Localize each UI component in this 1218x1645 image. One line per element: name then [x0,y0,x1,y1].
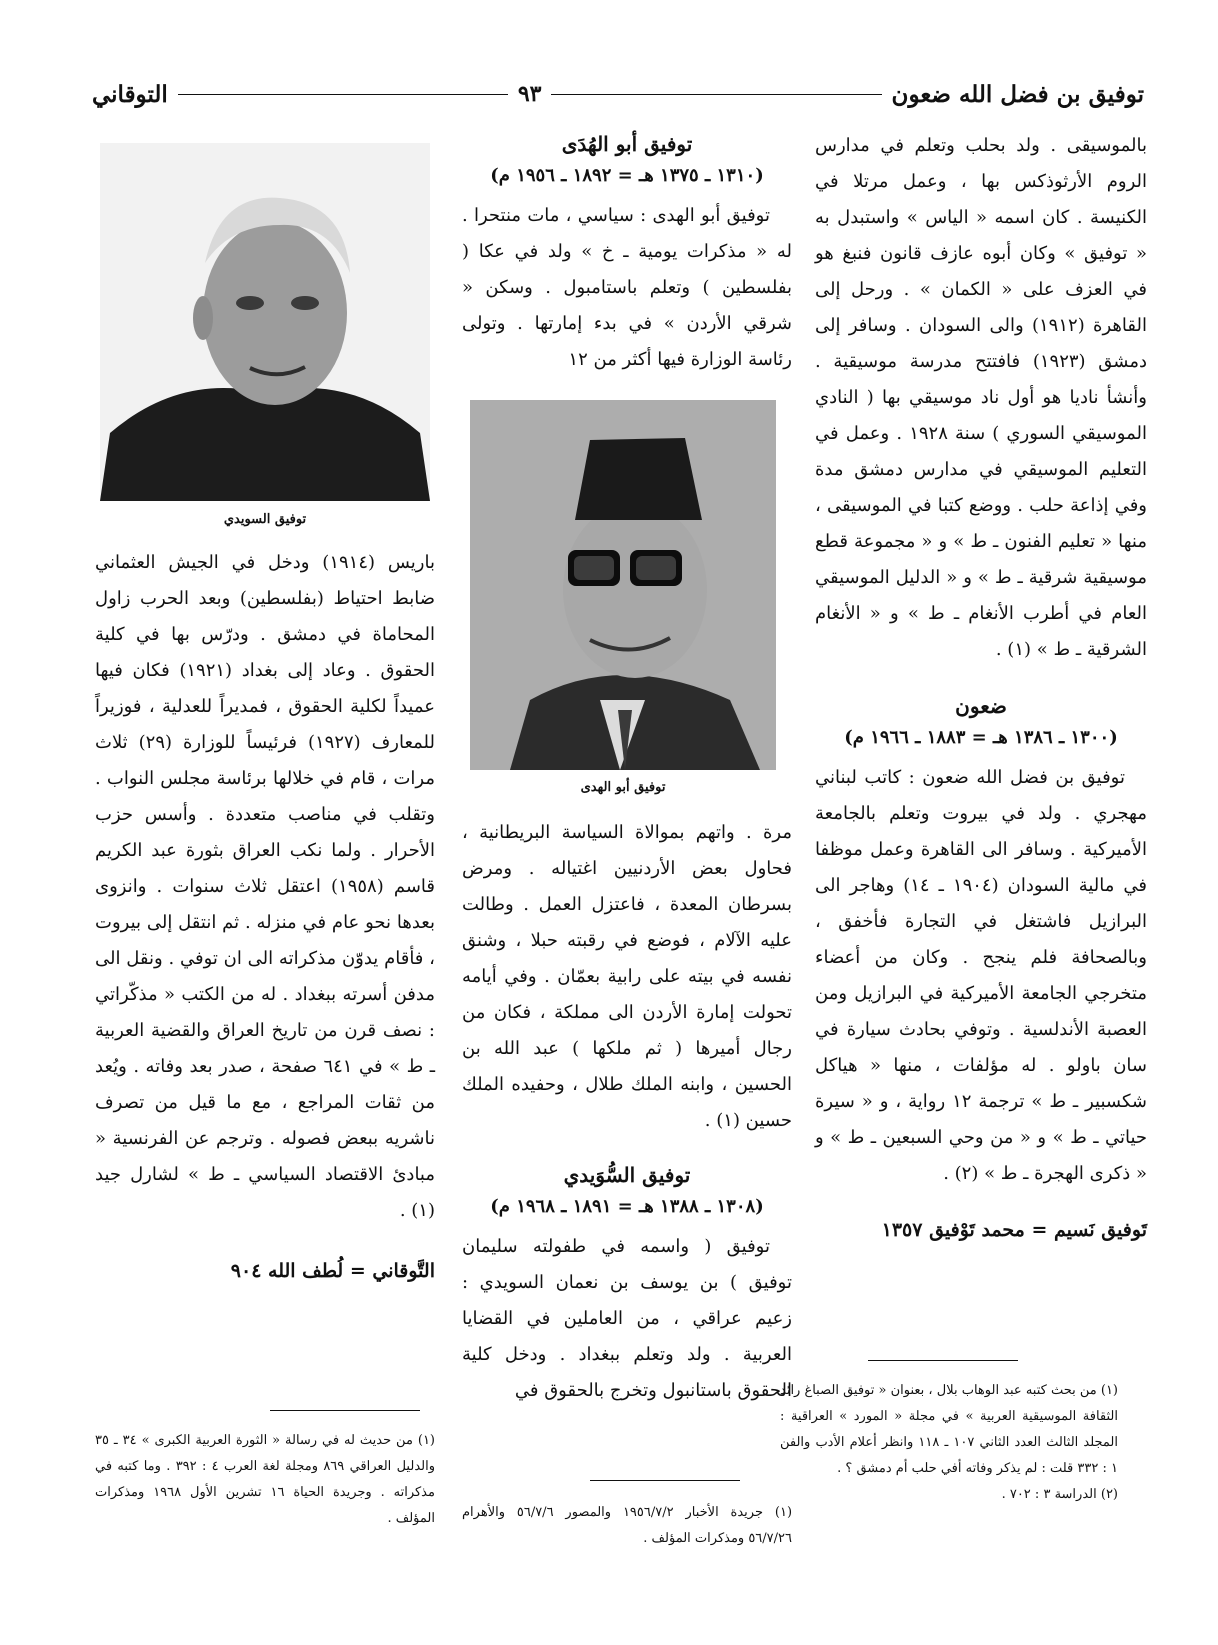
footnote-right-2: (٢) الدراسة ٣ : ٧٠٢ . [1001,1487,1118,1502]
middle-column-lower [462,815,792,1409]
photo-suwaidi [100,143,430,501]
footnote-left-1: (١) من حديث له في رسالة « الثورة العربية الكبرى » ٣٤ ـ ٣٥ والدليل العراقي ٨٦٩ ومجلة لغة العرب ٤ : ٣٩٢ . وما كتبه في مذكراته . وجريدة الحياة ١٦ تشرين الأول ١٩٦٨ ومذكرات المؤلف . [95,1433,435,1526]
caption-abulhuda: توفيق أبو الهدى [580,780,666,795]
continuation-text: بالموسيقى . ولد بحلب وتعلم في مدارس الروم الأرثوذكس بها ، وعمل مرتلا في الكنيسة . كان اسمه « الياس » واستبدل به « توفيق » وكان أبوه عازف قانون فنبغ هو في العزف على « الكمان » . ورحل إلى القاهرة (١٩١٢) والى السودان . وسافر إلى دمشق (١٩٢٣) فافتتح مدرسة موسيقية . وأنشأ ناديا هو أول ناد موسيقي بها ( النادي الموسيقي السوري ) سنة ١٩٢٨ . وعمل في التعليم الموسيقي في مدارس دمشق مدة وفي إذاعة حلب . ووضع كتبا في الموسيقى ، منها « تعليم الفنون ـ ط » و « مجموعة قطع موسيقية شرقية ـ ط » و « الدليل الموسيقي العام في أطرب الأنغام ـ ط » و « الأنغام الشرقية ـ ط » (١) . [815,135,1147,660]
footnote-rule-left [270,1410,420,1411]
entry-dates-suwaidi: (١٣٠٨ ـ ١٣٨٨ هـ = ١٨٩١ ـ ١٩٦٨ م) [490,1196,764,1217]
header-entry-name: توفيق بن فضل الله ضعون [891,80,1144,108]
footnote-rule-right [868,1360,1018,1361]
entry-text-daoun: توفيق بن فضل الله ضعون : كاتب لبناني مهجري . ولد في بيروت وتعلم بالجامعة الأميركية . وسافر الى القاهرة وعمل موظفا في مالية السودان (١٩٠٤ ـ ١٤) وهاجر الى البرازيل فاشتغل في التجارة فأخفق ، وبالصحافة فلم ينجح . وكان من أعضاء متخرجي الجامعة الأميركية في البرازيل ومن العصبة الأندلسية . وتوفي بحادث سيارة في سان باولو . له مؤلفات ، منها « هياكل شكسبير ـ ط » ترجمة ١٢ رواية ، و « سيرة حياتي ـ ط » و « من وحي السبعين ـ ط » و « ذكرى الهجرة ـ ط » (٢) . [815,767,1147,1184]
entry-text-abulhuda-b: مرة . واتهم بموالاة السياسة البريطانية ، فحاول بعض الأردنيين اغتياله . ومرض بسرطان المعدة ، فاعتزل العمل . وطالت عليه الآلام ، فوضع في رقبته حبلا ، وشنق نفسه في بيته على رابية بعمّان . وفي أيامه تحولت إمارة الأردن الى مملكة ، فكان من رجال أميرها ( ثم ملكها ) عبد الله بن الحسين ، وابنه الملك طلال ، وحفيده الملك حسين (١) . [462,822,792,1131]
footnotes-right [780,1378,1118,1508]
footnote-right-1: (١) من بحث كتبه عبد الوهاب بلال ، بعنوان « توفيق الصباغ رائد الثقافة الموسيقية العربية » في مجلة « المورد » العراقية : المجلد الثالث العدد الثاني ١٠٧ ـ ١١٨ وانظر أعلام الأدب والفن ١ : ٣٣٢ قلت : لم يذكر وفاته أفي حلب أم دمشق ؟ . [780,1383,1119,1476]
footnote-rule-middle [590,1480,740,1481]
portrait-abulhuda-image [470,400,776,770]
entry-text-suwaidi: توفيق ( واسمه في طفولته سليمان توفيق ) بن يوسف بن نعمان السويدي : زعيم عراقي ، من العاملين في القضايا العربية . ولد وتعلم ببغداد . ودخل كلية الحقوق باستانبول وتخرج بالحقوق في [462,1236,792,1401]
header-entry-name-left: التوقاني [91,80,168,108]
crossref-tawqani: التَّوقاني = لُطف الله ٩٠٤ [230,1260,435,1282]
header-rule-left [178,94,508,95]
entry-text-suwaidi-continued: باريس (١٩١٤) ودخل في الجيش العثماني ضابط احتياط (بفلسطين) وبعد الحرب زاول المحاماة في دمشق . ودرّس بها في كلية الحقوق . وعاد إلى بغداد (١٩٢١) فكان فيها عميداً لكلية الحقوق ، فمديراً للعدلية ، فوزيراً للمعارف (١٩٢٧) فرئيساً للوزارة (٢٩) ثلاث مرات ، قام في خلالها برئاسة مجلس النواب . وتقلب في مناصب متعددة . وأسس حزب الأحرار . ولما نكب العراق بثورة عبد الكريم قاسم (١٩٥٨) اعتقل ثلاث سنوات . وانزوى بعدها نحو عام في منزله . ثم انتقل إلى بيروت ، فأقام يدوّن مذكراته الى ان توفي . ونقل الى مدفن أسرته ببغداد . له من الكتب « مذكّراتي : نصف قرن من تاريخ العراق والقضية العربية ـ ط » في ٦٤١ صفحة ، صدر بعد وفاته . ويُعد من ثقات المراجع ، مع ما قيل من تصرف ناشريه ببعض فصوله . وترجم عن الفرنسية « مبادئ الاقتصاد السياسي ـ ط » لشارل جيد (١) . [95,552,436,1221]
caption-suwaidi: توفيق السويدي [223,512,307,527]
entry-title-daoun: ضعون [955,694,1007,718]
entry-dates-daoun: (١٣٠٠ ـ ١٣٨٦ هـ = ١٨٨٣ ـ ١٩٦٦ م) [844,727,1118,748]
right-column [815,128,1147,1246]
middle-column [462,128,792,378]
entry-text-abulhuda-a: توفيق أبو الهدى : سياسي ، مات منتحرا . له « مذكرات يومية ـ خ » ولد في عكا ( بفلسطين ) وتعلم باستامبول . وسكن « شرقي الأردن » في بدء إمارتها . وتولى رئاسة الوزارة فيها أكثر من ١٢ [462,205,792,370]
left-column [95,545,435,1287]
portrait-suwaidi-image [100,143,430,501]
page-number: ٩٣ [517,81,542,107]
crossref-tawfiq-nasim: تَوفيق نَسيم = محمد تَوْفيق ١٣٥٧ [881,1219,1147,1241]
footnote-middle-1: (١) جريدة الأخبار ١٩٥٦/٧/٢ والمصور ٥٦/٧/٦ والأهرام ٥٦/٧/٢٦ ومذكرات المؤلف . [462,1505,793,1546]
running-header [92,72,1144,116]
photo-abulhuda [470,400,776,770]
header-rule-right [551,94,881,95]
entry-title-suwaidi: توفيق السُّوَيدي [563,1163,691,1187]
footnotes-middle [462,1500,792,1552]
footnotes-left [95,1428,435,1532]
entry-dates-abulhuda: (١٣١٠ ـ ١٣٧٥ هـ = ١٨٩٢ ـ ١٩٥٦ م) [490,165,764,186]
entry-title-abulhuda: توفيق أبو الهُدَى [561,132,693,156]
